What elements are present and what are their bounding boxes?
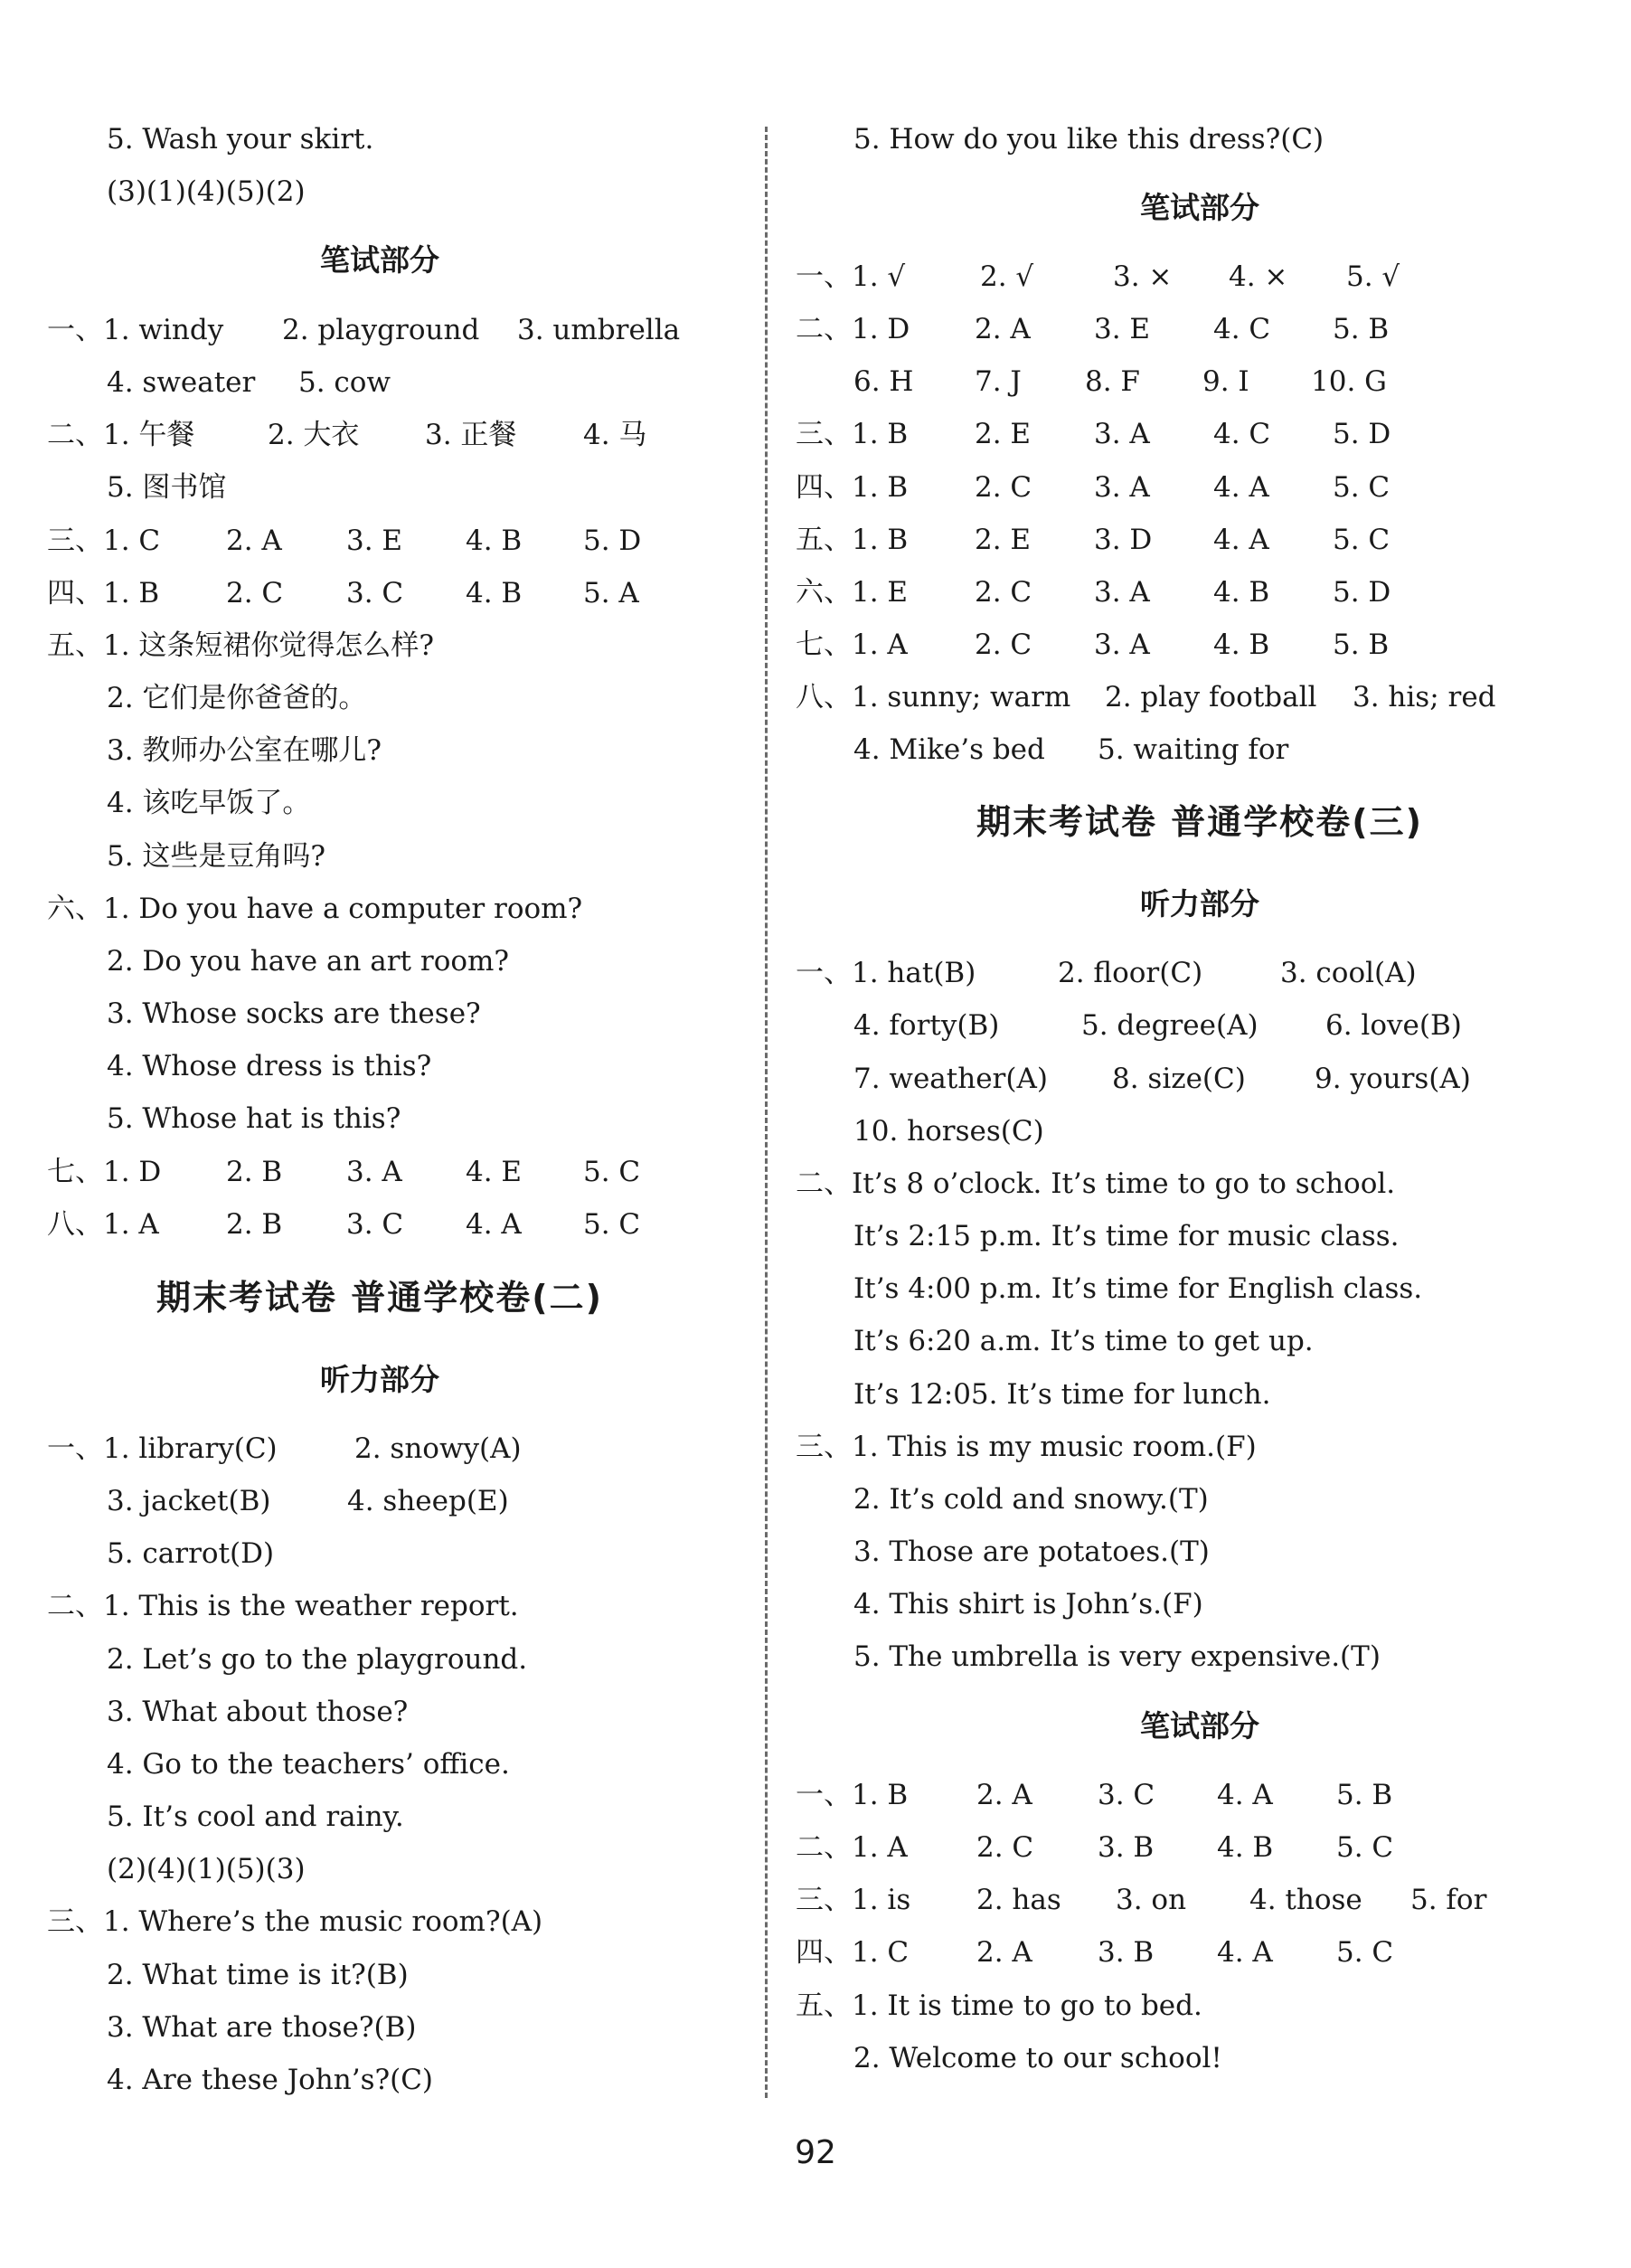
answer-text: 2. C — [975, 471, 1032, 504]
answer-line — [0, 724, 759, 777]
answer-text: 3. A — [1094, 576, 1150, 609]
answer-text: It’s 12:05. It’s time for lunch. — [853, 1378, 1271, 1411]
answer-text: 3. 教师办公室在哪儿? — [107, 734, 382, 767]
answer-line — [0, 1791, 759, 1843]
answer-line — [768, 408, 1631, 460]
answer-text: 4. Are these John’s?(C) — [107, 2064, 434, 2096]
answer-text: 4. Whose dress is this? — [107, 1050, 432, 1082]
answer-line — [0, 461, 759, 514]
answer-text: 4. Go to the teachers’ office. — [107, 1748, 510, 1781]
answer-line — [0, 777, 759, 829]
answer-text: It’s 4:00 p.m. It’s time for English class. — [853, 1272, 1423, 1305]
answer-text: 2. E — [975, 418, 1032, 450]
answer-text: 二、1. A — [796, 1831, 908, 1864]
answer-text: 4. × — [1229, 260, 1288, 293]
section-title: 期末考试卷 普通学校卷(二) — [156, 1278, 603, 1318]
answer-text: 8. size(C) — [1112, 1063, 1246, 1095]
answer-line — [0, 1040, 759, 1092]
answer-text: 二、1. 午餐 — [47, 419, 195, 451]
answer-line — [0, 1686, 759, 1738]
answer-text: 4. B — [466, 524, 523, 557]
answer-text: 3. A — [1094, 628, 1150, 661]
answer-text: 2. snowy(A) — [354, 1432, 522, 1465]
answer-text: 2. Let’s go to the playground. — [107, 1643, 528, 1676]
answer-text: 2. playground — [282, 314, 480, 346]
section-subheading: 笔试部分 — [320, 242, 439, 278]
answer-text: 5. D — [1333, 418, 1391, 450]
answer-text: 一、1. windy — [47, 314, 224, 346]
answer-text: 2. C — [975, 576, 1032, 609]
answer-text: 五、1. It is time to go to bed. — [796, 1989, 1202, 2022]
answer-text: 4. B — [1217, 1831, 1274, 1864]
answer-text: 4. B — [1213, 576, 1270, 609]
answer-text: 10. horses(C) — [853, 1115, 1044, 1148]
answer-text: 五、1. 这条短裙你觉得怎么样? — [47, 629, 435, 662]
answer-line — [768, 1526, 1631, 1578]
answer-text: 4. 该吃早饭了。 — [107, 787, 311, 819]
answer-text: 3. his; red — [1353, 681, 1496, 713]
answer-line — [768, 1874, 1631, 1926]
answer-text: 5. C — [1333, 471, 1391, 504]
answer-text: 3. cool(A) — [1280, 957, 1417, 989]
answer-text: 2. B — [226, 1156, 283, 1188]
answer-text: 5. B — [1333, 628, 1390, 661]
answer-text: 七、1. D — [47, 1156, 162, 1188]
answer-line — [0, 1633, 759, 1686]
answer-line — [768, 1053, 1631, 1105]
answer-line — [0, 1198, 759, 1251]
answer-text: 4. C — [1213, 313, 1271, 345]
answer-text: 5. It’s cool and rainy. — [107, 1800, 404, 1833]
answer-text: (2)(4)(1)(5)(3) — [107, 1853, 306, 1885]
answer-text: 5. degree(A) — [1081, 1009, 1259, 1042]
answer-line — [0, 409, 759, 461]
answer-text: 4. C — [1213, 418, 1271, 450]
answer-text: 3. A — [1094, 471, 1150, 504]
answer-text: 2. C — [226, 577, 284, 610]
answer-text: 四、1. C — [796, 1936, 910, 1969]
answer-line — [0, 1475, 759, 1527]
answer-line — [0, 356, 759, 409]
answer-text: 5. D — [1333, 576, 1391, 609]
answer-text: 4. sweater — [107, 366, 256, 399]
answer-text: 3. Whose socks are these? — [107, 997, 481, 1030]
answer-text: 三、1. B — [796, 418, 909, 450]
answer-line — [768, 1421, 1631, 1473]
answer-line — [0, 1527, 759, 1580]
answer-line — [0, 1843, 759, 1895]
answer-text: 五、1. B — [796, 524, 909, 556]
answer-text: 5. 这些是豆角吗? — [107, 840, 326, 873]
answer-line — [768, 355, 1631, 408]
answer-text: 5. C — [583, 1156, 641, 1188]
answer-text: 5. B — [1336, 1779, 1393, 1811]
answer-line — [0, 988, 759, 1040]
answer-text: 3. umbrella — [517, 314, 681, 346]
answer-line — [768, 1262, 1631, 1315]
answer-line — [768, 1105, 1631, 1158]
answer-text: 6. H — [853, 365, 914, 398]
answer-line — [0, 672, 759, 724]
answer-text: 3. C — [346, 577, 404, 610]
answer-text: 5. C — [1336, 1831, 1394, 1864]
answer-line — [768, 1473, 1631, 1526]
answer-text: 2. A — [976, 1936, 1032, 1969]
answer-line — [768, 1980, 1631, 2032]
answer-text: 三、1. is — [796, 1884, 911, 1916]
answer-text: 六、1. Do you have a computer room? — [47, 893, 583, 925]
answer-text: 4. E — [466, 1156, 523, 1188]
answer-line — [768, 1210, 1631, 1262]
answer-line — [768, 723, 1631, 776]
answer-text: 2. C — [976, 1831, 1034, 1864]
answer-line — [768, 1630, 1631, 1683]
answer-text: 二、It’s 8 o’clock. It’s time to go to school. — [796, 1167, 1396, 1200]
section-title: 期末考试卷 普通学校卷(三) — [976, 802, 1423, 842]
answer-line — [768, 1926, 1631, 1979]
answer-text: 2. has — [976, 1884, 1061, 1916]
answer-text: 3. B — [1098, 1831, 1155, 1864]
answer-text: 5. Wash your skirt. — [107, 123, 374, 156]
page-number: 92 — [795, 2134, 836, 2171]
answer-text: 六、1. E — [796, 576, 909, 609]
answer-text: 二、1. This is the weather report. — [47, 1590, 519, 1622]
answer-text: 5. 图书馆 — [107, 471, 227, 504]
answer-line — [768, 619, 1631, 671]
answer-text: 4. B — [1213, 628, 1270, 661]
answer-text: 八、1. sunny; warm — [796, 681, 1071, 713]
answer-text: 5. How do you like this dress?(C) — [853, 123, 1325, 156]
answer-text: 5. C — [1333, 524, 1391, 556]
answer-line — [0, 113, 759, 165]
answer-text: 2. A — [226, 524, 282, 557]
section-subheading: 笔试部分 — [1140, 1708, 1259, 1744]
answer-text: 5. C — [583, 1208, 641, 1241]
answer-line — [768, 1315, 1631, 1367]
answer-text: 2. 大衣 — [268, 419, 360, 451]
answer-text: 5. carrot(D) — [107, 1537, 275, 1570]
answer-text: 4. forty(B) — [853, 1009, 1000, 1042]
answer-text: 3. What are those?(B) — [107, 2011, 417, 2044]
answer-text: 5. waiting for — [1098, 733, 1289, 766]
answer-text: 4. A — [1213, 524, 1269, 556]
answer-text: 3. A — [346, 1156, 402, 1188]
answer-line — [0, 1146, 759, 1198]
answer-line — [0, 567, 759, 619]
answer-text: 2. A — [976, 1779, 1032, 1811]
answer-text: 7. J — [975, 365, 1022, 398]
answer-text: (3)(1)(4)(5)(2) — [107, 175, 306, 208]
answer-text: 2. 它们是你爸爸的。 — [107, 682, 367, 714]
answer-text: 2. C — [975, 628, 1032, 661]
answer-text: 3. jacket(B) — [107, 1485, 271, 1517]
answer-line — [768, 461, 1631, 514]
answer-line — [768, 671, 1631, 723]
answer-text: 七、1. A — [796, 628, 908, 661]
answer-text: 4. This shirt is John’s.(F) — [853, 1588, 1203, 1621]
answer-text: 5. Whose hat is this? — [107, 1102, 401, 1135]
answer-text: 四、1. B — [47, 577, 160, 610]
answer-text: 9. I — [1202, 365, 1249, 398]
answer-line — [0, 165, 759, 218]
answer-line — [768, 113, 1631, 165]
answer-line — [768, 514, 1631, 566]
answer-text: 5. cow — [298, 366, 391, 399]
answer-line — [0, 619, 759, 672]
answer-line — [768, 999, 1631, 1052]
answer-text: 5. The umbrella is very expensive.(T) — [853, 1640, 1381, 1673]
answer-line — [768, 1578, 1631, 1630]
answer-line — [0, 304, 759, 356]
answer-line — [768, 1368, 1631, 1421]
answer-line — [768, 303, 1631, 355]
answer-text: 三、1. Where’s the music room?(A) — [47, 1905, 543, 1938]
answer-line — [768, 2032, 1631, 2084]
answer-text: 3. C — [346, 1208, 404, 1241]
answer-text: 八、1. A — [47, 1208, 159, 1241]
answer-line — [768, 250, 1631, 303]
answer-text: 5. √ — [1346, 260, 1400, 293]
answer-line — [0, 1949, 759, 2001]
answer-line — [768, 1821, 1631, 1874]
answer-line — [768, 566, 1631, 619]
answer-text: 3. Those are potatoes.(T) — [853, 1536, 1210, 1568]
answer-text: 4. A — [1217, 1779, 1273, 1811]
answer-text: 3. D — [1094, 524, 1153, 556]
section-subheading: 笔试部分 — [1140, 190, 1259, 225]
answer-text: 3. on — [1116, 1884, 1187, 1916]
answer-text: 2. What time is it?(B) — [107, 1959, 409, 1991]
answer-text: 3. 正餐 — [425, 419, 517, 451]
answer-text: 4. those — [1249, 1884, 1362, 1916]
answer-line — [0, 2001, 759, 2054]
answer-text: 4. A — [1217, 1936, 1273, 1969]
answer-line — [0, 2054, 759, 2106]
answer-text: 4. A — [1213, 471, 1269, 504]
answer-text: 四、1. B — [796, 471, 909, 504]
section-subheading: 听力部分 — [1140, 886, 1259, 921]
section-subheading: 听力部分 — [320, 1362, 439, 1397]
answer-text: 5. B — [1333, 313, 1390, 345]
answer-text: 3. C — [1098, 1779, 1155, 1811]
answer-text: 2. Do you have an art room? — [107, 945, 510, 978]
answer-text: 4. sheep(E) — [347, 1485, 509, 1517]
answer-text: 10. G — [1311, 365, 1387, 398]
answer-text: 5. A — [583, 577, 639, 610]
answer-line — [0, 1580, 759, 1632]
answer-text: 2. √ — [980, 260, 1034, 293]
answer-text: 4. 马 — [583, 419, 647, 451]
answer-text: 一、1. √ — [796, 260, 906, 293]
answer-line — [0, 935, 759, 988]
answer-text: 2. play football — [1105, 681, 1317, 713]
answer-line — [768, 947, 1631, 999]
answer-text: 3. What about those? — [107, 1696, 409, 1728]
answer-line — [0, 883, 759, 935]
answer-text: 2. Welcome to our school! — [853, 2042, 1222, 2074]
answer-text: 2. E — [975, 524, 1032, 556]
answer-text: 一、1. hat(B) — [796, 957, 976, 989]
answer-line — [0, 1092, 759, 1145]
answer-text: 三、1. C — [47, 524, 161, 557]
answer-line — [0, 830, 759, 883]
answer-text: 一、1. B — [796, 1779, 909, 1811]
column-divider — [765, 127, 768, 2098]
answer-text: 6. love(B) — [1325, 1009, 1462, 1042]
answer-text: 4. Mike’s bed — [853, 733, 1045, 766]
answer-text: 3. E — [1094, 313, 1151, 345]
answer-line — [768, 1158, 1631, 1210]
answer-text: It’s 6:20 a.m. It’s time to get up. — [853, 1325, 1314, 1357]
answer-text: 2. It’s cold and snowy.(T) — [853, 1483, 1209, 1516]
answer-text: 7. weather(A) — [853, 1063, 1048, 1095]
answer-text: 3. A — [1094, 418, 1150, 450]
answer-text: 2. floor(C) — [1058, 957, 1203, 989]
answer-line — [0, 515, 759, 567]
answer-text: 8. F — [1085, 365, 1140, 398]
answer-line — [768, 1769, 1631, 1821]
answer-text: 5. C — [1336, 1936, 1394, 1969]
answer-text: 5. D — [583, 524, 642, 557]
answer-text: 2. A — [975, 313, 1031, 345]
answer-text: 3. B — [1098, 1936, 1155, 1969]
answer-text: 2. B — [226, 1208, 283, 1241]
answer-text: 3. × — [1113, 260, 1173, 293]
answer-text: 二、1. D — [796, 313, 910, 345]
answer-text: 一、1. library(C) — [47, 1432, 278, 1465]
answer-text: 3. E — [346, 524, 403, 557]
answer-text: 三、1. This is my music room.(F) — [796, 1431, 1257, 1463]
answer-text: 4. A — [466, 1208, 522, 1241]
answer-text: 5. for — [1410, 1884, 1487, 1916]
answer-text: 4. B — [466, 577, 523, 610]
answer-text: 9. yours(A) — [1315, 1063, 1471, 1095]
answer-line — [0, 1895, 759, 1948]
answer-line — [0, 1422, 759, 1475]
answer-text: It’s 2:15 p.m. It’s time for music class. — [853, 1220, 1400, 1252]
answer-line — [0, 1738, 759, 1791]
